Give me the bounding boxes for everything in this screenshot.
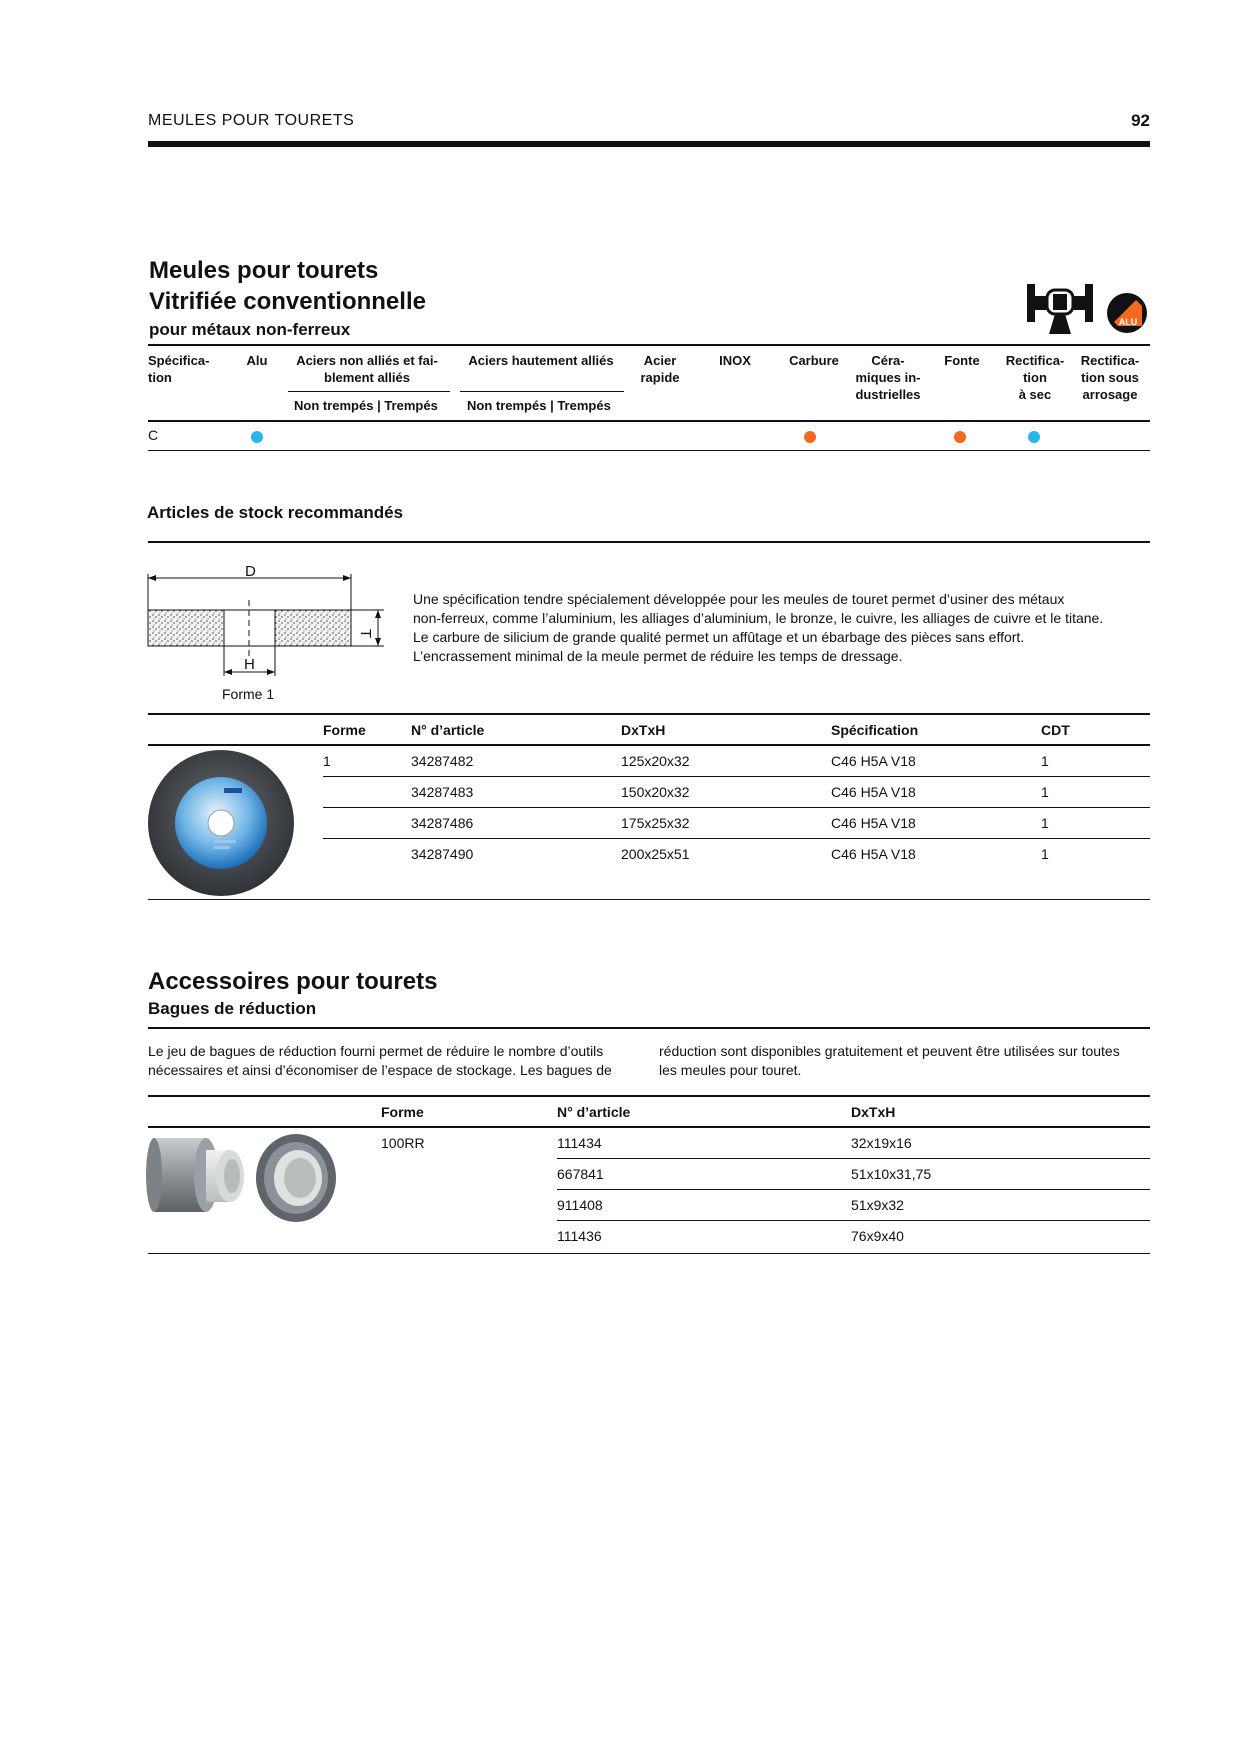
- stock-cell-dims: 150x20x32: [621, 784, 690, 800]
- stock-table-bottom-rule: [148, 899, 1150, 900]
- stock-cell-article: 34287486: [411, 815, 474, 831]
- spec-table-bottom-rule: [148, 450, 1150, 451]
- stock-cell-forme: 1: [323, 753, 331, 769]
- stock-cell-cdt: 1: [1041, 753, 1049, 769]
- alu-badge-icon: [1106, 292, 1148, 334]
- accessories-title: Accessoires pour tourets: [148, 968, 438, 995]
- spec-header-aciers-hautement-allies: Aciers hautement alliés: [468, 353, 614, 368]
- alu-badge-text: ALU: [1118, 317, 1138, 327]
- spec-subheader-rule-2: [460, 391, 624, 392]
- accessories-title-rule: [148, 1027, 1150, 1029]
- accessories-header-article: N° d’article: [557, 1104, 631, 1120]
- accessories-cell-dims: 51x10x31,75: [851, 1166, 932, 1182]
- product-title: Meules pour tourets: [149, 257, 379, 284]
- spec-header-inox: INOX: [719, 353, 751, 368]
- diagram-caption: Forme 1: [222, 686, 275, 702]
- diagram-label-t: T: [357, 628, 375, 639]
- stock-description: [413, 590, 1153, 666]
- spec-dot-fonte: [954, 431, 966, 443]
- stock-header-spec: Spécification: [831, 722, 919, 738]
- spec-dot-rectif-sec: [1028, 431, 1040, 443]
- stock-table-header-rule: [148, 744, 1150, 746]
- product-title-2: Vitrifiée conventionnelle: [149, 288, 426, 315]
- stock-title-rule: [148, 541, 1150, 543]
- stock-header-dims: DxTxH: [621, 722, 666, 738]
- stock-title: Articles de stock recommandés: [147, 503, 404, 522]
- spec-table-header-rule: [148, 420, 1150, 422]
- stock-description-line-4: L’encrassement minimal de la meule permet de réduire les temps de dressage.: [413, 648, 903, 664]
- accessories-text-col1: [148, 1042, 648, 1080]
- accessories-row-rule: [557, 1189, 1150, 1190]
- stock-header-article: N° d’article: [411, 722, 485, 738]
- stock-cell-dims: 175x25x32: [621, 815, 690, 831]
- forme-1-diagram: [146, 560, 386, 700]
- stock-cell-dims: 200x25x51: [621, 846, 690, 862]
- stock-cell-dims: 125x20x32: [621, 753, 690, 769]
- stock-description-line-3: Le carbure de silicium de grande qualité permet un affûtage et un ébarbage des pièces sans effort.: [413, 629, 1025, 645]
- spec-header-aciers-non-allies: Aciers non alliés et fai- blement alliés: [296, 353, 438, 385]
- accessories-cell-dims: 76x9x40: [851, 1228, 904, 1244]
- diagram-label-d: D: [245, 563, 256, 580]
- accessories-row-rule: [557, 1220, 1150, 1221]
- spec-subheader-non-allies: Non trempés | Trempés: [294, 398, 438, 413]
- bench-grinder-icon: [1027, 282, 1093, 334]
- spec-header-alu: Alu: [246, 353, 268, 368]
- accessories-text-col2: [659, 1042, 1153, 1080]
- accessories-subtitle: Bagues de réduction: [148, 999, 317, 1018]
- stock-cell-spec: C46 H5A V18: [831, 784, 916, 800]
- accessories-table-header-rule: [148, 1126, 1150, 1128]
- stock-cell-article: 34287482: [411, 753, 474, 769]
- grinding-wheel-image: [146, 748, 296, 898]
- spec-header-rectif-arrosage: Rectifica- tion sous arrosage: [1080, 353, 1140, 402]
- stock-cell-spec: C46 H5A V18: [831, 815, 916, 831]
- stock-cell-cdt: 1: [1041, 815, 1049, 831]
- stock-cell-article: 34287483: [411, 784, 474, 800]
- stock-row-rule: [323, 776, 1150, 777]
- spec-header-acier-rapide: Acier rapide: [640, 353, 680, 385]
- accessories-header-forme: Forme: [381, 1104, 424, 1120]
- accessories-table-top-rule: [148, 1095, 1150, 1097]
- accessories-cell-article: 667841: [557, 1166, 604, 1182]
- accessories-cell-dims: 51x9x32: [851, 1197, 904, 1213]
- page-number: 92: [1131, 111, 1150, 130]
- spec-header-specification: Spécifica- tion: [148, 353, 210, 385]
- accessories-cell-article: 111436: [557, 1228, 602, 1244]
- accessories-cell-article: 911408: [557, 1197, 603, 1213]
- stock-header-cdt: CDT: [1041, 722, 1070, 738]
- accessories-cell-dims: 32x19x16: [851, 1135, 912, 1151]
- stock-table-top-rule: [148, 713, 1150, 715]
- accessories-cell-forme: 100RR: [381, 1135, 425, 1151]
- stock-row-rule: [323, 807, 1150, 808]
- accessories-text-col1-line-2: nécessaires et ainsi d’économiser de l’espace de stockage. Les bagues de: [148, 1062, 612, 1078]
- stock-cell-spec: C46 H5A V18: [831, 753, 916, 769]
- accessories-row-rule: [557, 1158, 1150, 1159]
- stock-cell-spec: C46 H5A V18: [831, 846, 916, 862]
- accessories-text-col2-line-2: les meules pour touret.: [659, 1062, 802, 1078]
- spec-row-label: C: [148, 427, 159, 443]
- header-rule: [148, 141, 1150, 147]
- stock-cell-cdt: 1: [1041, 846, 1049, 862]
- running-header-title: MEULES POUR TOURETS: [148, 112, 355, 129]
- accessories-text-col2-line-1: réduction sont disponibles gratuitement et peuvent être utilisées sur toutes: [659, 1043, 1120, 1059]
- stock-cell-cdt: 1: [1041, 784, 1049, 800]
- spec-table-top-rule: [148, 344, 1150, 346]
- stock-row-rule: [323, 838, 1150, 839]
- stock-header-forme: Forme: [323, 722, 366, 738]
- spec-header-carbure: Carbure: [789, 353, 839, 368]
- spec-dot-carbure: [804, 431, 816, 443]
- reduction-rings-image: [146, 1130, 346, 1230]
- spec-header-ceramiques: Céra- miques in- dustrielles: [855, 353, 921, 402]
- accessories-cell-article: 111434: [557, 1135, 602, 1151]
- stock-cell-article: 34287490: [411, 846, 474, 862]
- stock-description-line-1: Une spécification tendre spécialement développée pour les meules de touret permet d’usiner des métaux: [413, 591, 1065, 607]
- diagram-label-h: H: [244, 656, 255, 673]
- spec-subheader-rule-1: [288, 391, 450, 392]
- spec-subheader-hautement: Non trempés | Trempés: [467, 398, 611, 413]
- accessories-text-col1-line-1: Le jeu de bagues de réduction fourni permet de réduire le nombre d’outils: [148, 1043, 604, 1059]
- accessories-header-dims: DxTxH: [851, 1104, 896, 1120]
- spec-header-rectif-sec: Rectifica- tion à sec: [1005, 353, 1065, 402]
- spec-dot-alu: [251, 431, 263, 443]
- spec-header-fonte: Fonte: [944, 353, 980, 368]
- stock-description-line-2: non-ferreux, comme l’aluminium, les alliages d’aluminium, le bronze, le cuivre, les alliages de cuivre et le titane.: [413, 610, 1104, 626]
- accessories-table-bottom-rule: [148, 1253, 1150, 1254]
- product-subtitle: pour métaux non-ferreux: [149, 320, 351, 339]
